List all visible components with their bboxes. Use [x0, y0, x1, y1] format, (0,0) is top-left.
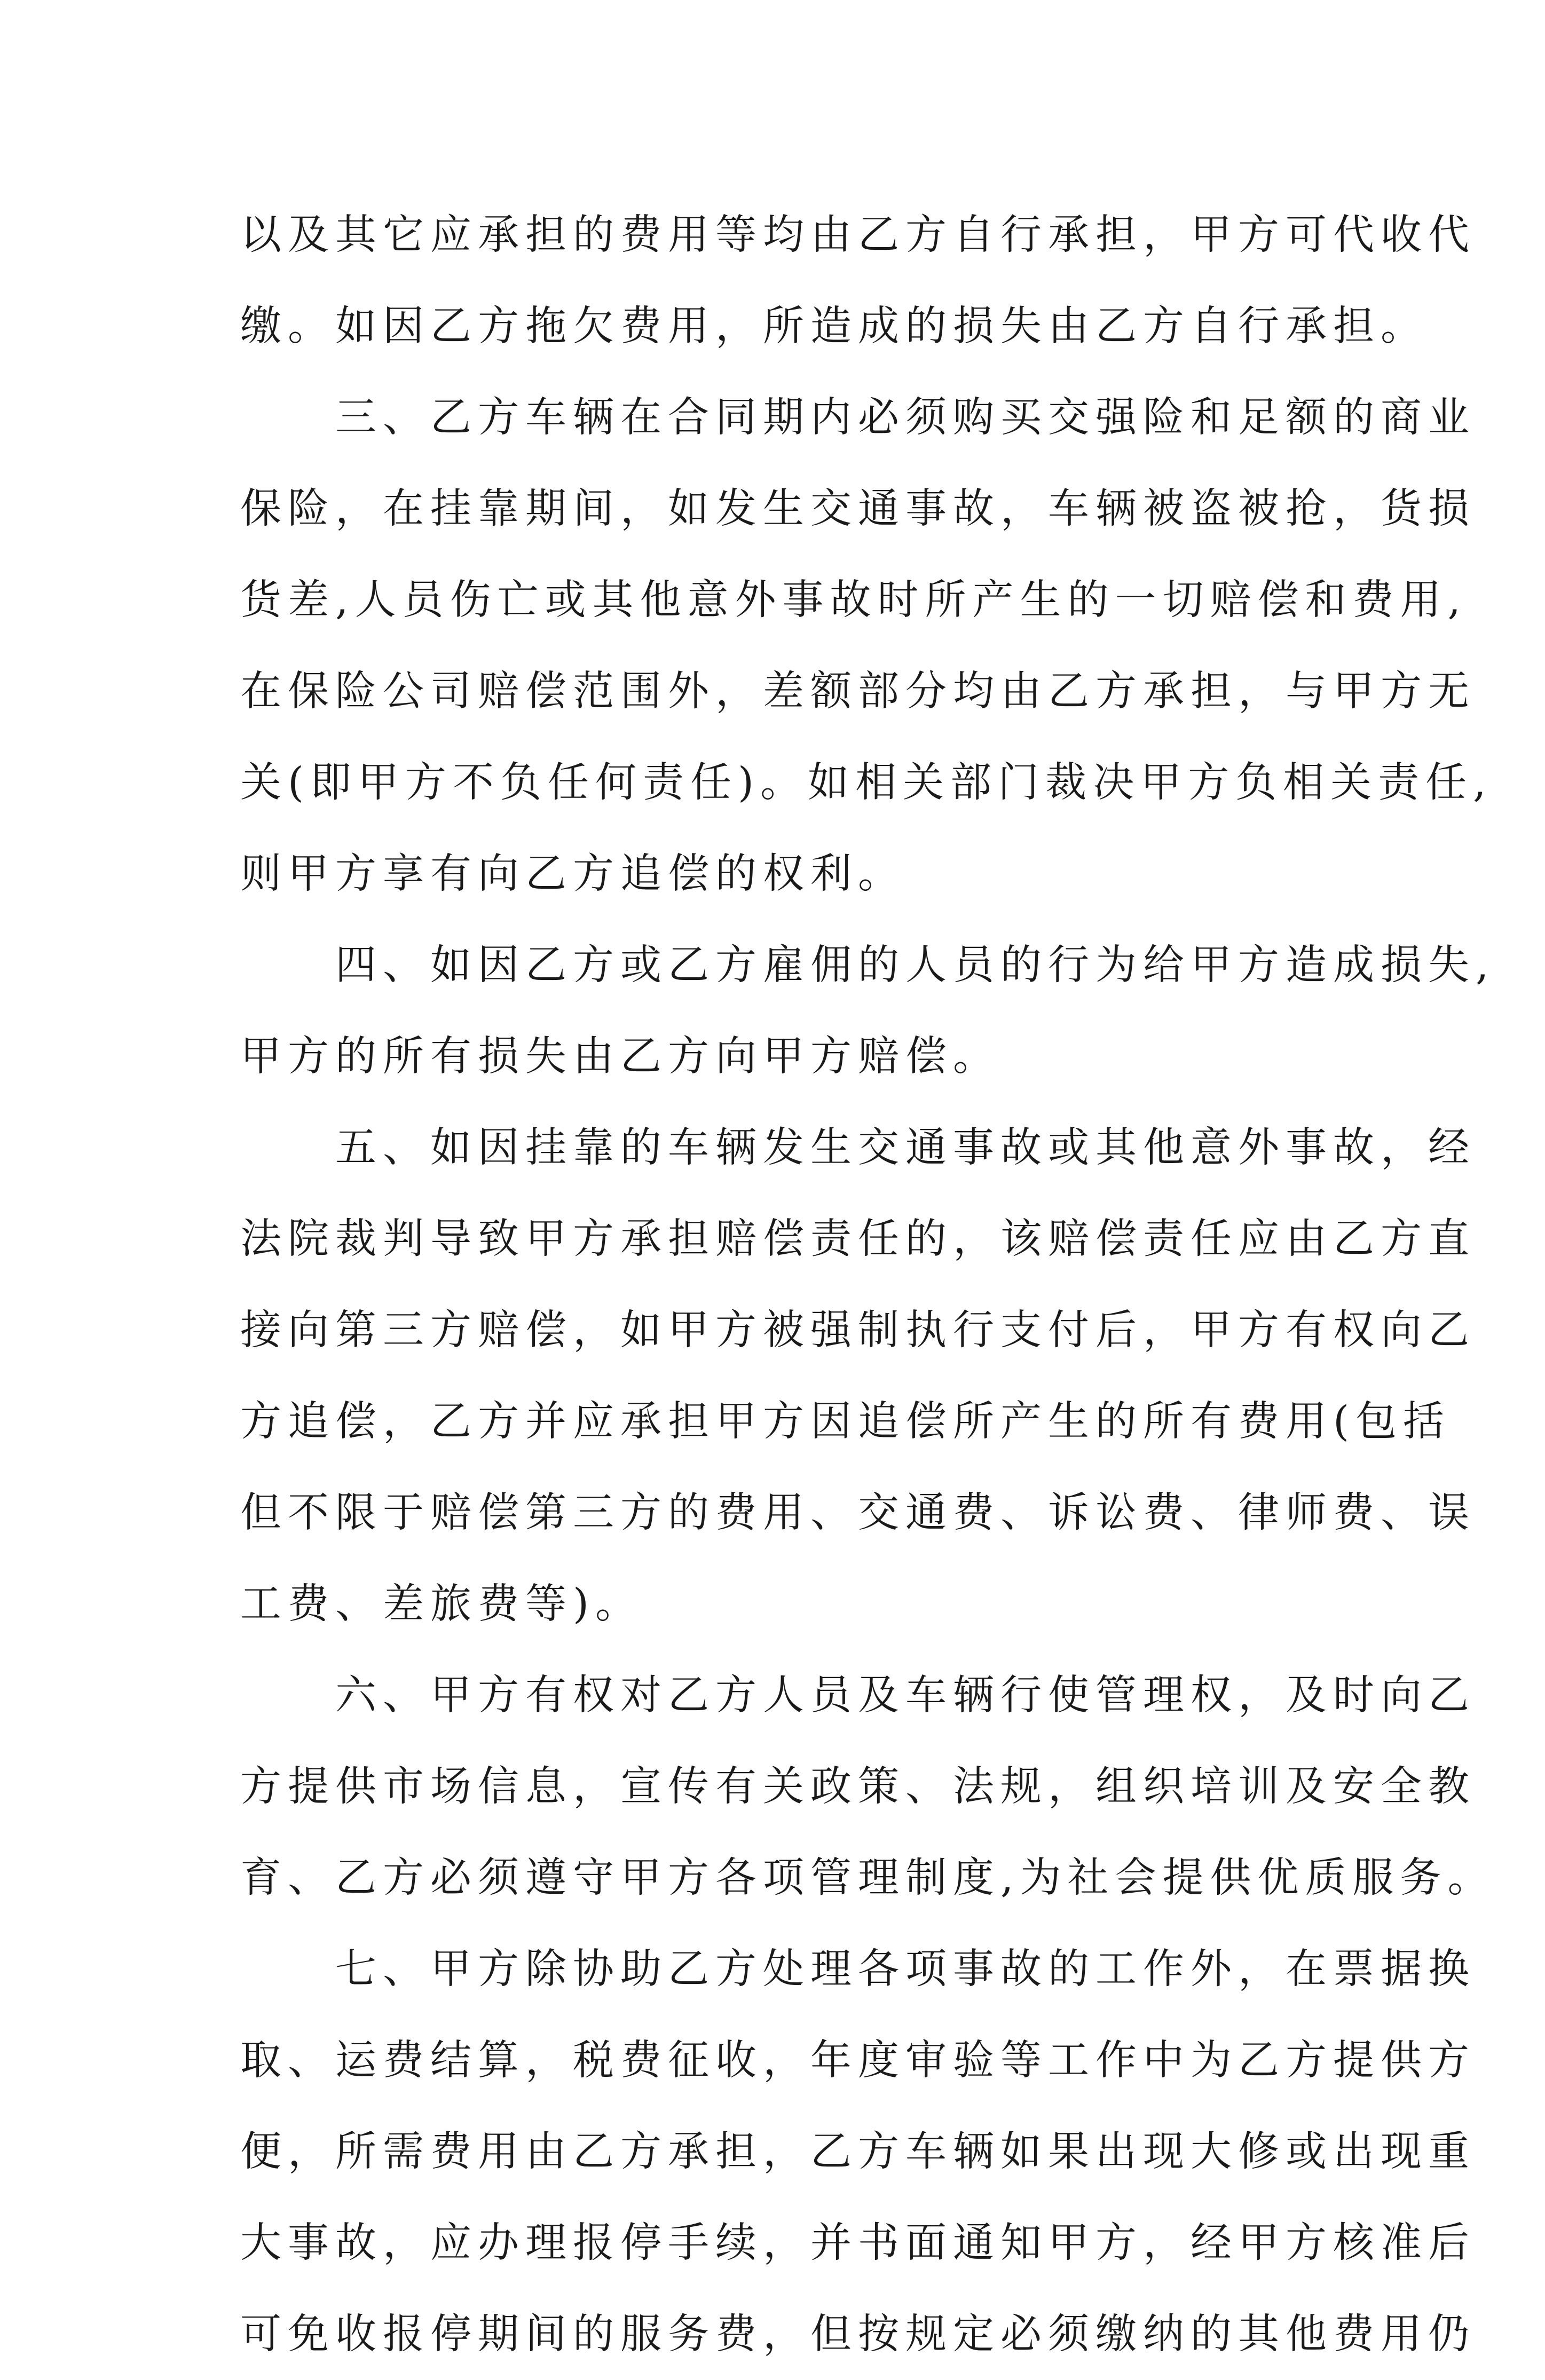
text-line: 以及其它应承担的费用等均由乙方自行承担，甲方可代收代: [240, 211, 1476, 259]
document-body: [240, 189, 1495, 2380]
text-line: 取、运费结算，税费征收，年度审验等工作中为乙方提供方: [240, 2037, 1476, 2084]
text-line: 法院裁判导致甲方承担赔偿责任的，该赔偿责任应由乙方直: [240, 1215, 1476, 1263]
text-line: 三、乙方车辆在合同期内必须购买交强险和足额的商业: [240, 394, 1476, 441]
text-line: 可免收报停期间的服务费，但按规定必须缴纳的其他费用仍: [240, 2311, 1476, 2358]
text-line: 便，所需费用由乙方承担，乙方车辆如果出现大修或出现重: [240, 2128, 1476, 2176]
paragraph-fees-continued: [240, 189, 1476, 372]
text-line: 缴。如因乙方拖欠费用，所造成的损失由乙方自行承担。: [240, 303, 1428, 350]
text-line: 六、甲方有权对乙方人员及车辆行使管理权，及时向乙: [240, 1672, 1476, 1719]
text-line: 在保险公司赔偿范围外，差额部分均由乙方承担，与甲方无: [240, 668, 1476, 715]
text-line: 甲方的所有损失由乙方向甲方赔偿。: [240, 1033, 1000, 1080]
paragraph-clause-7: [240, 1924, 1476, 2380]
text-line: 方提供市场信息，宣传有关政策、法规，组织培训及安全教: [240, 1763, 1476, 1810]
text-line: 方追偿，乙方并应承担甲方因追偿所产生的所有费用(包括: [240, 1398, 1451, 1445]
paragraph-clause-3: [240, 372, 1493, 920]
text-line: 大事故，应办理报停手续，并书面通知甲方，经甲方核准后: [240, 2219, 1476, 2267]
text-line: 则甲方享有向乙方追偿的权利。: [240, 850, 905, 898]
text-line: 育、乙方必须遵守甲方各项管理制度,为社会提供优质服务。: [240, 1854, 1495, 1902]
text-line: 保险，在挂靠期间，如发生交通事故，车辆被盗被抢，货损: [240, 485, 1476, 533]
text-line: 四、如因乙方或乙方雇佣的人员的行为给甲方造成损失,: [240, 942, 1495, 989]
text-line: 七、甲方除协助乙方处理各项事故的工作外，在票据换: [240, 1946, 1476, 1993]
text-line: 工费、差旅费等)。: [240, 1580, 643, 1628]
paragraph-clause-6: [240, 1650, 1495, 1924]
text-line: 但不限于赔偿第三方的费用、交通费、诉讼费、律师费、误: [240, 1489, 1476, 1537]
text-line: 五、如因挂靠的车辆发生交通事故或其他意外事故，经: [240, 1124, 1476, 1172]
paragraph-clause-4: [240, 920, 1495, 1102]
paragraph-clause-5: [240, 1102, 1476, 1650]
text-line: 货差,人员伤亡或其他意外事故时所产生的一切赔偿和费用,: [240, 576, 1467, 624]
text-line: 关(即甲方不负任何责任)。如相关部门裁决甲方负相关责任,: [240, 759, 1493, 806]
text-line: 接向第三方赔偿，如甲方被强制执行支付后，甲方有权向乙: [240, 1307, 1476, 1354]
